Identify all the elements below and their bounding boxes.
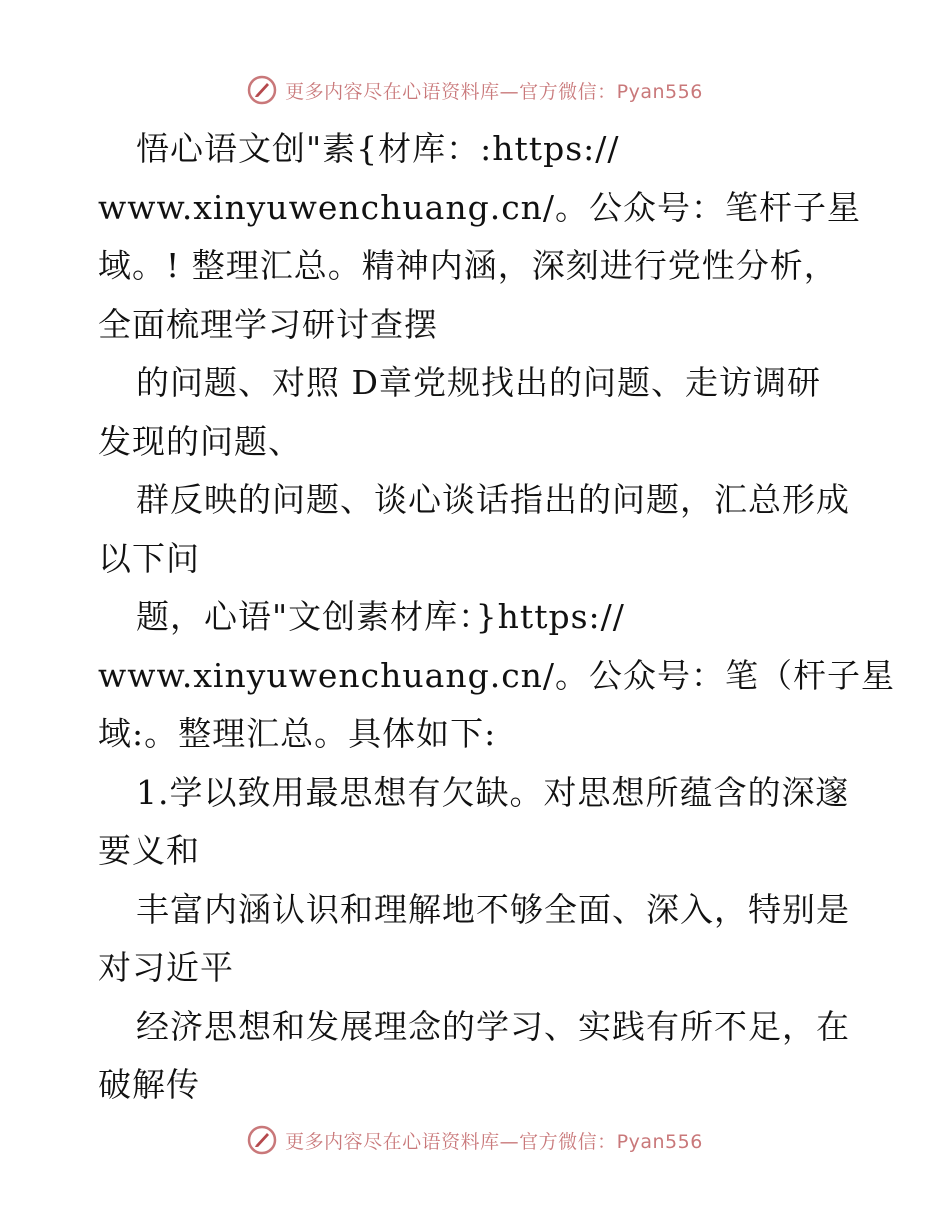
text-line: 经济思想和发展理念的学习、实践有所不足，在 [136, 1006, 850, 1046]
footer-banner-text: 更多内容尽在心语资料库—官方微信：Pyan556 [285, 1130, 703, 1153]
text-line: 1.学以致用最思想有欠缺。对思想所蕴含的深邃 [136, 772, 850, 812]
text-line: www.xinyuwenchuang.cn/。公众号：笔杆子星 [98, 187, 862, 227]
document-body [98, 120, 896, 1115]
text-line: 群反映的问题、谈心谈话指出的问题，汇总形成 [136, 480, 850, 519]
logo-icon [247, 75, 277, 105]
text-line: 发现的问题、 [98, 421, 302, 461]
footer-banner [0, 1120, 950, 1160]
text-line: 丰富内涵认识和理解地不够全面、深入，特别是 [136, 889, 850, 929]
header-banner [0, 70, 950, 110]
text-line: 要义和 [98, 831, 200, 870]
text-line: 的问题、对照 D章党规找出的问题、走访调研 [136, 363, 821, 402]
text-line: 对习近平 [98, 948, 234, 987]
text-line: 域。! 整理汇总。精神内涵，深刻进行党性分析， [98, 246, 838, 285]
header-banner-text: 更多内容尽在心语资料库—官方微信：Pyan556 [285, 80, 703, 103]
logo-icon [247, 1125, 277, 1155]
text-line: 破解传 [98, 1065, 200, 1104]
text-line: 域:。整理汇总。具体如下: [98, 714, 497, 753]
text-line: 悟心语文创"素{材库：:https:// [136, 129, 620, 168]
text-line: 题，心语"文创素材库：}https:// [136, 597, 625, 636]
text-line: 以下问 [98, 538, 200, 578]
text-line: 全面梳理学习研讨查摆 [98, 304, 438, 344]
text-line: www.xinyuwenchuang.cn/。公众号：笔（杆子星 [98, 655, 896, 695]
